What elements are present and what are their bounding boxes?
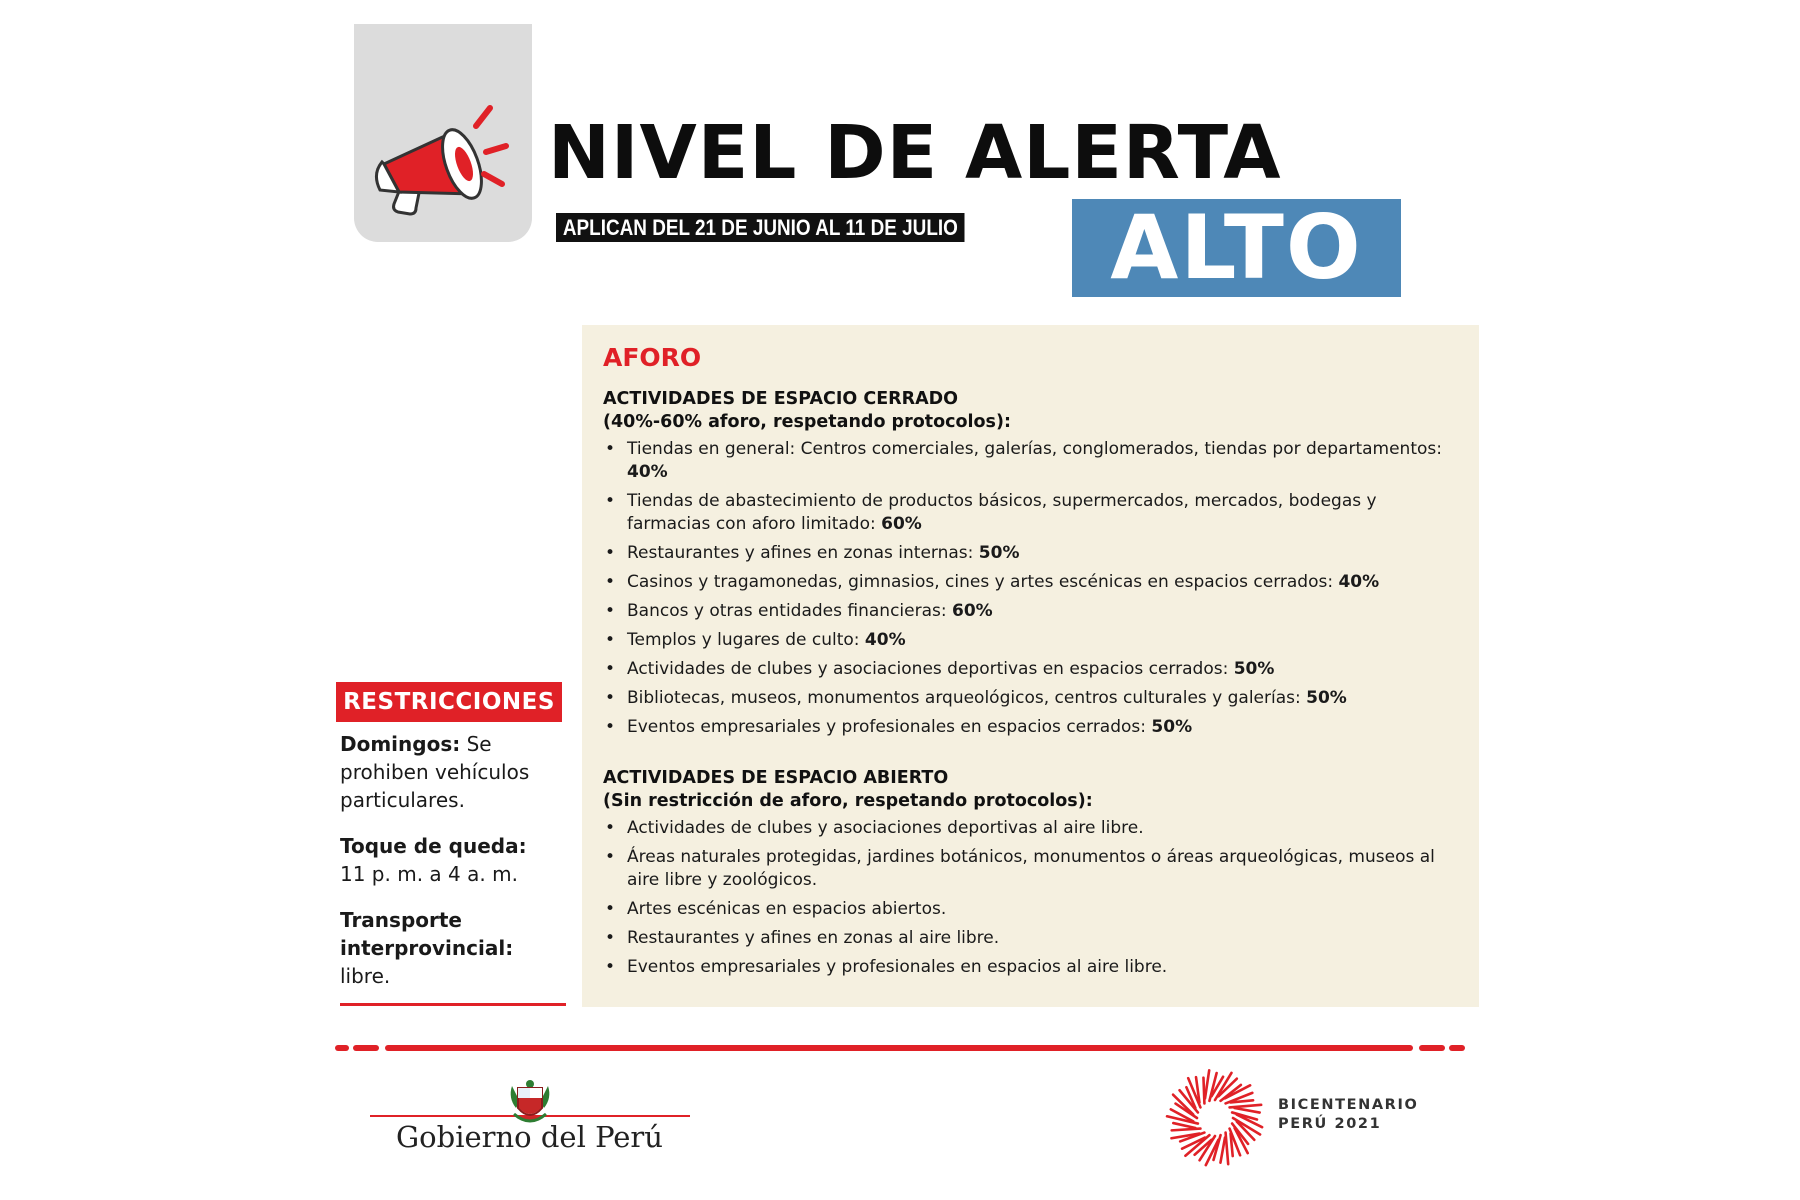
open-activities-heading: ACTIVIDADES DE ESPACIO ABIERTO (603, 768, 949, 788)
toque-label: Toque de queda: (340, 834, 527, 858)
open-activities-subheading: (Sin restricción de aforo, respetando protocolos): (603, 791, 1093, 811)
restricciones-underline (340, 1003, 566, 1006)
aforo-title: AFORO (603, 343, 702, 372)
open-activity-item: • Eventos empresariales y profesionales en espacios al aire libre. (603, 956, 1463, 979)
closed-activities-heading: ACTIVIDADES DE ESPACIO CERRADO (603, 389, 959, 409)
bicentenario-line1: BICENTENARIO (1278, 1097, 1419, 1113)
closed-activity-text: Restaurantes y afines en zonas internas: (627, 543, 979, 563)
closed-activity-item (603, 490, 1463, 536)
open-activity-item: • Actividades de clubes y asociaciones deportivas al aire libre. (603, 817, 1463, 840)
closed-activity-capacity: 50% (1151, 717, 1193, 737)
page-title: NIVEL DE ALERTA (548, 110, 1282, 196)
open-activities-list (603, 817, 1463, 979)
closed-activity-capacity: 50% (978, 543, 1020, 563)
closed-activity-item (603, 600, 1463, 623)
closed-activities-subheading: (40%-60% aforo, respetando protocolos): (603, 412, 1011, 432)
closed-activities-section (603, 388, 1463, 745)
bicentenario-text (1278, 1096, 1418, 1134)
restricciones-badge: RESTRICCIONES (336, 682, 562, 722)
domingos-text: Se prohiben vehículos particulares. (340, 732, 530, 812)
closed-activity-capacity: 60% (881, 514, 922, 534)
closed-activity-capacity: 40% (1338, 572, 1380, 592)
closed-activity-text: Casinos y tragamonedas, gimnasios, cines y artes escénicas en espacios cerrados: (627, 572, 1339, 592)
closed-activity-capacity: 50% (1233, 659, 1275, 679)
closed-activity-text: Templos y lugares de culto: (627, 630, 865, 650)
open-activities-section (603, 767, 1463, 985)
closed-activity-item (603, 687, 1463, 710)
closed-activity-capacity: 60% (952, 601, 993, 621)
closed-activity-text: Eventos empresariales y profesionales en espacios cerrados: (627, 717, 1152, 737)
open-activity-item: • Restaurantes y afines en zonas al aire libre. (603, 927, 1463, 950)
closed-activity-item (603, 629, 1463, 652)
megaphone-icon (354, 24, 532, 242)
bicentenario-line2: PERÚ 2021 (1278, 1116, 1382, 1132)
closed-activity-capacity: 50% (1306, 688, 1347, 708)
footer-divider (334, 1037, 1466, 1045)
closed-activity-item (603, 542, 1463, 565)
restriction-transporte (340, 906, 540, 990)
closed-activity-item (603, 658, 1463, 681)
domingos-label: Domingos: (340, 732, 461, 756)
gobierno-text: Gobierno del Perú (396, 1120, 663, 1154)
transporte-text: libre. (340, 964, 391, 988)
gobierno-logo (370, 1078, 690, 1168)
open-activity-item: • Artes escénicas en espacios abiertos. (603, 898, 1463, 921)
alert-level-badge: ALTO (1072, 199, 1401, 297)
open-activity-item: • Áreas naturales protegidas, jardines botánicos, monumentos o áreas arqueológicas, museos al aire libre y zoológicos. (603, 846, 1463, 892)
restriction-toque (340, 832, 570, 888)
closed-activity-item (603, 571, 1463, 594)
restriction-domingos (340, 730, 570, 814)
bicentenario-logo-icon (1163, 1066, 1267, 1170)
closed-activity-text: Tiendas en general: Centros comerciales, galerías, conglomerados, tiendas por departamentos: (627, 439, 1442, 459)
closed-activity-item (603, 716, 1463, 739)
closed-activities-list (603, 438, 1463, 739)
date-range-banner: APLICAN DEL 21 DE JUNIO AL 11 DE JULIO (556, 213, 965, 242)
closed-activity-text: Bancos y otras entidades financieras: (627, 601, 953, 621)
closed-activity-text: Actividades de clubes y asociaciones deportivas en espacios cerrados: (627, 659, 1234, 679)
closed-activity-text: Bibliotecas, museos, monumentos arqueológicos, centros culturales y galerías: (627, 688, 1307, 708)
toque-text: 11 p. m. a 4 a. m. (340, 862, 518, 886)
closed-activity-text: Tiendas de abastecimiento de productos básicos, supermercados, mercados, bodegas y farmacias con aforo limitado: (627, 491, 1377, 534)
closed-activity-item (603, 438, 1463, 484)
transporte-label: Transporte interprovincial: (340, 908, 514, 960)
closed-activity-capacity: 40% (627, 462, 668, 482)
closed-activity-capacity: 40% (864, 630, 906, 650)
megaphone-tile (354, 24, 532, 242)
